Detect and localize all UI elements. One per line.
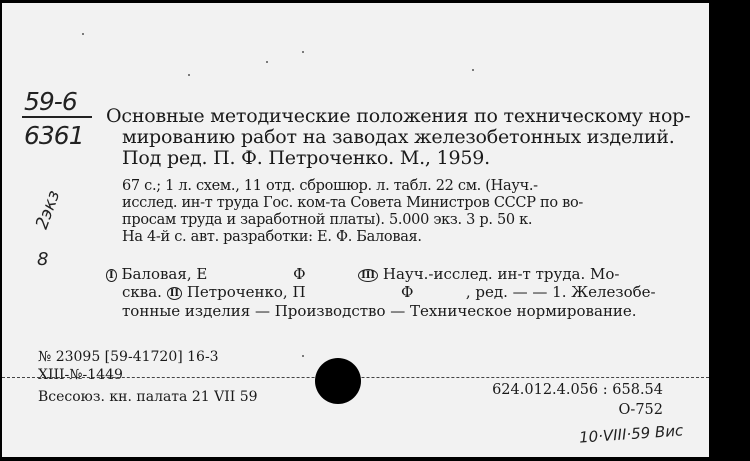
tracing-mark-iii: III (358, 269, 378, 282)
class-code: О-752 (618, 402, 663, 418)
tracing-author: Баловая, Е (116, 265, 208, 283)
call-number-top: 59-6 (24, 87, 77, 116)
section-number: XIII-№-1449 (38, 367, 123, 383)
tracing-line-2 (122, 283, 656, 301)
registration-number: № 23095 [59-41720] 16-3 (38, 349, 219, 365)
title-line-3: Под ред. П. Ф. Петроченко. М., 1959. (122, 147, 490, 169)
udc-code: 624.012.4.056 : 658.54 (492, 382, 663, 398)
handwritten-date: 10·VIII·59 Вис (578, 421, 684, 447)
tracing-institute: Науч.-исслед. ин-т труда. Мо- (378, 265, 620, 283)
copies-count-note: 8 (37, 249, 49, 270)
tracing-editor-patronymic: Ф (400, 283, 414, 301)
speck (188, 74, 190, 76)
description-line-4: На 4-й с. авт. разработки: Е. Ф. Баловая. (122, 229, 422, 245)
title-line-2: мированию работ на заводах железобетонных изделий. (122, 126, 675, 148)
call-number-underline (22, 116, 92, 118)
title-line-1: Основные методические положения по техническому нор- (106, 105, 691, 127)
tracing-line-1 (106, 265, 620, 283)
speck (82, 33, 84, 35)
description-line-2: исслед. ин-т труда Гос. ком-та Совета Министров СССР по во- (122, 195, 583, 211)
speck (302, 355, 304, 357)
tracing-subject-start: , ред. — — 1. Железобе- (465, 283, 656, 301)
copies-note: 2экз (32, 187, 65, 232)
tracing-line-3: тонные изделия — Производство — Техническое нормирование. (122, 302, 637, 320)
book-chamber: Всесоюз. кн. палата 21 VII 59 (38, 389, 258, 405)
tracing-mark-ii: II (167, 287, 182, 300)
tracing-editor: Петроченко, П (182, 283, 306, 301)
tracing-author-patronymic: Ф (293, 265, 306, 283)
speck (266, 61, 268, 63)
card-edge-shadow (709, 0, 750, 461)
speck (472, 69, 474, 71)
call-number-bottom: 6361 (24, 121, 84, 150)
tracing-mark-i: I (106, 269, 117, 282)
punch-hole (315, 358, 361, 404)
tracing-city: сква. (122, 283, 162, 301)
description-line-3: просам труда и заработной платы). 5.000 экз. 3 р. 50 к. (122, 212, 533, 228)
description-line-1: 67 с.; 1 л. схем., 11 отд. сброшюр. л. табл. 22 см. (Науч.- (122, 178, 538, 194)
catalog-card (2, 3, 709, 457)
speck (302, 51, 304, 53)
